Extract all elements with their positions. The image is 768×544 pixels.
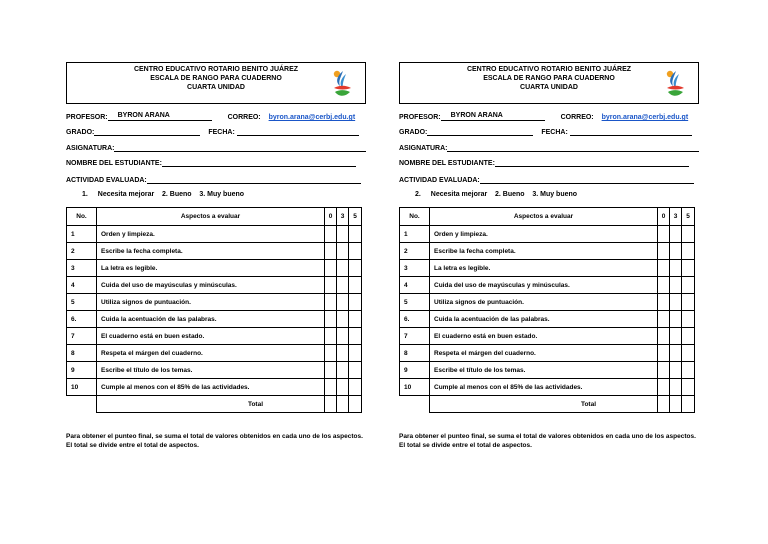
sheet-title: ESCALA DE RANGO PARA CUADERNO — [483, 75, 615, 82]
correo-link[interactable]: byron.arana@cerbj.edu.gt — [268, 114, 356, 121]
score-5-cell[interactable] — [682, 243, 695, 260]
row-number: 7 — [400, 328, 430, 345]
score-3-cell[interactable] — [337, 345, 349, 362]
estudiante-field[interactable] — [495, 158, 689, 167]
score-3-cell[interactable] — [670, 379, 682, 396]
table-row — [67, 294, 362, 311]
actividad-field[interactable] — [480, 175, 694, 184]
score-3-cell[interactable] — [337, 362, 349, 379]
score-3-cell[interactable] — [337, 260, 349, 277]
profesor-value: BYRON ARANA — [117, 112, 170, 119]
row-number: 2 — [400, 243, 430, 260]
score-0-cell[interactable] — [658, 362, 670, 379]
estudiante-label: NOMBRE DEL ESTUDIANTE: — [399, 160, 495, 167]
table-row — [400, 243, 695, 260]
grado-label: GRADO: — [66, 129, 95, 136]
unit-label: CUARTA UNIDAD — [520, 84, 578, 91]
table-row — [67, 226, 362, 243]
score-3-cell[interactable] — [670, 243, 682, 260]
score-3-cell[interactable] — [337, 311, 349, 328]
total-3-cell[interactable] — [670, 396, 682, 413]
score-0-cell[interactable] — [325, 294, 337, 311]
instructions-note: Para obtener el punteo final, se suma el total de valores obtenidos en cada uno de los aspectos. El total se divide entre el total de aspectos. — [66, 433, 363, 449]
asignatura-label: ASIGNATURA: — [399, 145, 448, 152]
col-5-header: 5 — [349, 208, 362, 226]
table-row — [67, 345, 362, 362]
row-number: 4 — [67, 277, 97, 294]
score-0-cell[interactable] — [325, 243, 337, 260]
correo-link[interactable]: byron.arana@cerbj.edu.gt — [601, 114, 689, 121]
asignatura-field[interactable] — [114, 143, 366, 152]
score-0-cell[interactable] — [325, 379, 337, 396]
scale-number: 2. — [415, 191, 421, 198]
row-aspect: Escribe el título de los temas. — [430, 362, 658, 379]
score-0-cell[interactable] — [658, 379, 670, 396]
row-aspect: El cuaderno está en buen estado. — [97, 328, 325, 345]
score-5-cell[interactable] — [349, 311, 362, 328]
profesor-row — [399, 112, 688, 121]
col-3-header: 3 — [337, 208, 349, 226]
table-header-row — [67, 208, 362, 226]
evaluation-sheet — [399, 62, 699, 449]
row-number: 2 — [67, 243, 97, 260]
score-0-cell[interactable] — [658, 243, 670, 260]
score-5-cell[interactable] — [349, 328, 362, 345]
sheet-title: ESCALA DE RANGO PARA CUADERNO — [150, 75, 282, 82]
score-5-cell[interactable] — [682, 328, 695, 345]
col-0-header: 0 — [658, 208, 670, 226]
profesor-row — [66, 112, 355, 121]
row-aspect: Utiliza signos de puntuación. — [430, 294, 658, 311]
profesor-label: PROFESOR: — [66, 114, 108, 121]
score-3-cell[interactable] — [337, 328, 349, 345]
score-0-cell[interactable] — [325, 362, 337, 379]
aspects-table — [399, 207, 695, 413]
school-logo-icon — [331, 68, 353, 100]
score-5-cell[interactable] — [682, 362, 695, 379]
row-aspect: La letra es legible. — [97, 260, 325, 277]
rating-scale — [82, 191, 244, 198]
score-0-cell[interactable] — [325, 277, 337, 294]
score-5-cell[interactable] — [349, 226, 362, 243]
sheet-header — [399, 62, 699, 104]
col-aspectos-header: Aspectos a evaluar — [97, 208, 325, 226]
row-aspect: Utiliza signos de puntuación. — [97, 294, 325, 311]
score-5-cell[interactable] — [682, 294, 695, 311]
score-5-cell[interactable] — [682, 311, 695, 328]
row-number: 10 — [400, 379, 430, 396]
sheet-header — [66, 62, 366, 104]
row-aspect: Orden y limpieza. — [430, 226, 658, 243]
actividad-label: ACTIVIDAD EVALUADA: — [399, 177, 480, 184]
row-number: 3 — [67, 260, 97, 277]
row-aspect: Escribe la fecha completa. — [430, 243, 658, 260]
table-row — [400, 277, 695, 294]
score-0-cell[interactable] — [658, 260, 670, 277]
col-no-header: No. — [67, 208, 97, 226]
grado-label: GRADO: — [399, 129, 428, 136]
school-name: CENTRO EDUCATIVO ROTARIO BENITO JUÁREZ — [466, 66, 632, 73]
score-0-cell[interactable] — [658, 345, 670, 362]
total-row — [67, 396, 362, 413]
table-row — [400, 294, 695, 311]
fecha-field[interactable] — [237, 127, 359, 136]
row-number: 9 — [67, 362, 97, 379]
score-0-cell[interactable] — [325, 345, 337, 362]
aspects-table — [66, 207, 362, 413]
correo-label: CORREO: — [560, 114, 594, 121]
row-number: 9 — [400, 362, 430, 379]
asignatura-field[interactable] — [447, 143, 699, 152]
total-5-cell[interactable] — [682, 396, 695, 413]
table-row — [400, 226, 695, 243]
row-aspect: Cuida del uso de mayúsculas y minúsculas. — [97, 277, 325, 294]
score-5-cell[interactable] — [682, 345, 695, 362]
score-5-cell[interactable] — [349, 345, 362, 362]
row-number: 6. — [400, 311, 430, 328]
total-label: Total — [97, 396, 325, 413]
score-0-cell[interactable] — [658, 328, 670, 345]
table-row — [67, 260, 362, 277]
asignatura-row — [66, 143, 366, 152]
score-3-cell[interactable] — [670, 362, 682, 379]
total-5-cell[interactable] — [349, 396, 362, 413]
row-number: 1 — [400, 226, 430, 243]
profesor-label: PROFESOR: — [399, 114, 441, 121]
col-5-header: 5 — [682, 208, 695, 226]
row-aspect: La letra es legible. — [430, 260, 658, 277]
score-3-cell[interactable] — [670, 260, 682, 277]
row-number: 7 — [67, 328, 97, 345]
grado-field[interactable] — [427, 127, 533, 136]
row-aspect: Escribe el título de los temas. — [97, 362, 325, 379]
table-row — [400, 260, 695, 277]
correo-label: CORREO: — [227, 114, 261, 121]
table-row — [400, 311, 695, 328]
unit-label: CUARTA UNIDAD — [187, 84, 245, 91]
score-3-cell[interactable] — [337, 379, 349, 396]
evaluation-sheet — [66, 62, 366, 449]
actividad-label: ACTIVIDAD EVALUADA: — [66, 177, 147, 184]
score-3-cell[interactable] — [670, 345, 682, 362]
estudiante-row — [66, 158, 356, 167]
score-5-cell[interactable] — [349, 362, 362, 379]
col-aspectos-header: Aspectos a evaluar — [430, 208, 658, 226]
col-3-header: 3 — [670, 208, 682, 226]
row-aspect: Escribe la fecha completa. — [97, 243, 325, 260]
row-number: 8 — [400, 345, 430, 362]
score-0-cell[interactable] — [325, 226, 337, 243]
table-row — [67, 243, 362, 260]
school-logo-icon — [664, 68, 686, 100]
actividad-row — [399, 175, 694, 184]
profesor-field[interactable] — [108, 112, 212, 121]
row-number: 5 — [400, 294, 430, 311]
table-row — [67, 277, 362, 294]
score-3-cell[interactable] — [337, 294, 349, 311]
total-3-cell[interactable] — [337, 396, 349, 413]
scale-number: 1. — [82, 191, 88, 198]
school-name: CENTRO EDUCATIVO ROTARIO BENITO JUÁREZ — [133, 66, 299, 73]
row-aspect: Cumple al menos con el 85% de las actividades. — [430, 379, 658, 396]
row-number: 6. — [67, 311, 97, 328]
score-0-cell[interactable] — [658, 277, 670, 294]
table-row — [67, 328, 362, 345]
row-aspect: Respeta el márgen del cuaderno. — [430, 345, 658, 362]
row-number: 1 — [67, 226, 97, 243]
score-5-cell[interactable] — [682, 260, 695, 277]
estudiante-row — [399, 158, 689, 167]
row-aspect: Cuida del uso de mayúsculas y minúsculas. — [430, 277, 658, 294]
fecha-field[interactable] — [570, 127, 692, 136]
score-5-cell[interactable] — [682, 379, 695, 396]
score-0-cell[interactable] — [658, 226, 670, 243]
row-aspect: Cuida la acentuación de las palabras. — [97, 311, 325, 328]
score-0-cell[interactable] — [325, 311, 337, 328]
actividad-field[interactable] — [147, 175, 361, 184]
table-row — [67, 311, 362, 328]
grado-field[interactable] — [94, 127, 200, 136]
score-5-cell[interactable] — [682, 226, 695, 243]
score-0-cell[interactable] — [658, 311, 670, 328]
col-0-header: 0 — [325, 208, 337, 226]
grado-row — [66, 127, 359, 136]
score-3-cell[interactable] — [670, 328, 682, 345]
row-aspect: El cuaderno está en buen estado. — [430, 328, 658, 345]
score-5-cell[interactable] — [349, 379, 362, 396]
row-number: 4 — [400, 277, 430, 294]
row-aspect: Cumple al menos con el 85% de las actividades. — [97, 379, 325, 396]
fecha-label: FECHA: — [541, 129, 568, 136]
row-number: 8 — [67, 345, 97, 362]
table-row — [67, 379, 362, 396]
instructions-note: Para obtener el punteo final, se suma el total de valores obtenidos en cada uno de los aspectos. El total se divide entre el total de aspectos. — [399, 433, 696, 449]
score-0-cell[interactable] — [658, 294, 670, 311]
score-0-cell[interactable] — [325, 328, 337, 345]
score-5-cell[interactable] — [349, 294, 362, 311]
score-3-cell[interactable] — [337, 277, 349, 294]
score-3-cell[interactable] — [337, 226, 349, 243]
score-0-cell[interactable] — [325, 260, 337, 277]
total-0-cell[interactable] — [325, 396, 337, 413]
actividad-row — [66, 175, 361, 184]
table-row — [400, 328, 695, 345]
row-number: 3 — [400, 260, 430, 277]
score-3-cell[interactable] — [670, 294, 682, 311]
row-aspect: Cuida la acentuación de las palabras. — [430, 311, 658, 328]
score-5-cell[interactable] — [349, 243, 362, 260]
total-0-cell[interactable] — [658, 396, 670, 413]
total-row — [400, 396, 695, 413]
estudiante-label: NOMBRE DEL ESTUDIANTE: — [66, 160, 162, 167]
table-row — [400, 362, 695, 379]
row-number: 5 — [67, 294, 97, 311]
row-aspect: Respeta el márgen del cuaderno. — [97, 345, 325, 362]
table-row — [400, 345, 695, 362]
total-label: Total — [430, 396, 658, 413]
score-5-cell[interactable] — [349, 277, 362, 294]
score-5-cell[interactable] — [682, 277, 695, 294]
score-3-cell[interactable] — [337, 243, 349, 260]
grado-row — [399, 127, 692, 136]
estudiante-field[interactable] — [162, 158, 356, 167]
fecha-label: FECHA: — [208, 129, 235, 136]
table-header-row — [400, 208, 695, 226]
score-5-cell[interactable] — [349, 260, 362, 277]
table-row — [400, 379, 695, 396]
score-3-cell[interactable] — [670, 311, 682, 328]
scale-text: Necesita mejorar 2. Bueno 3. Muy bueno — [97, 191, 245, 198]
score-3-cell[interactable] — [670, 226, 682, 243]
asignatura-row — [399, 143, 699, 152]
table-row — [67, 362, 362, 379]
profesor-field[interactable] — [441, 112, 545, 121]
scale-text: Necesita mejorar 2. Bueno 3. Muy bueno — [430, 191, 578, 198]
rating-scale — [415, 191, 577, 198]
asignatura-label: ASIGNATURA: — [66, 145, 115, 152]
profesor-value: BYRON ARANA — [450, 112, 503, 119]
row-aspect: Orden y limpieza. — [97, 226, 325, 243]
score-3-cell[interactable] — [670, 277, 682, 294]
row-number: 10 — [67, 379, 97, 396]
col-no-header: No. — [400, 208, 430, 226]
